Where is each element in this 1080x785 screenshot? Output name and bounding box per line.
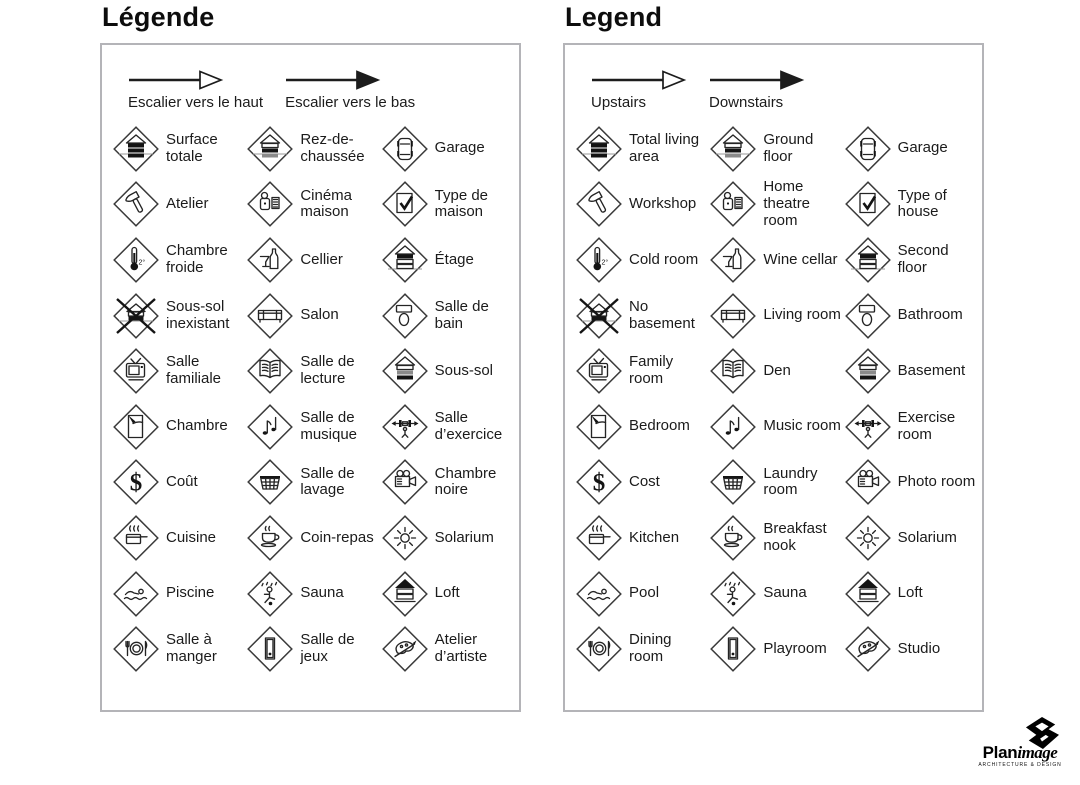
legend-item-label: Garage bbox=[434, 139, 485, 157]
downstairs-key bbox=[285, 69, 415, 111]
legend-item-label: Music room bbox=[763, 417, 841, 435]
stairs-down-arrow-icon bbox=[709, 69, 805, 91]
legend-item-label: Salle de lecture bbox=[300, 353, 355, 388]
legend-item bbox=[844, 125, 978, 173]
legend-item-label: Type of house bbox=[897, 186, 947, 221]
legend-item bbox=[709, 625, 843, 673]
second-floor-house-icon bbox=[381, 236, 429, 284]
stairs-up-arrow-icon bbox=[128, 69, 263, 91]
family-room-tv-icon bbox=[575, 347, 623, 395]
legend-item bbox=[844, 180, 978, 228]
garage-car-icon bbox=[844, 125, 892, 173]
legend-item bbox=[575, 570, 709, 618]
dining-plate-icon bbox=[112, 625, 160, 673]
legend-item-label: Loft bbox=[434, 584, 460, 602]
legend-item-label: Breakfast nook bbox=[763, 520, 827, 554]
downstairs-label: Escalier vers le bas bbox=[285, 94, 416, 111]
panel-title-french: Légende bbox=[102, 2, 215, 32]
wine-cellar-bottles-icon bbox=[246, 236, 294, 284]
legend-item-label: Cellier bbox=[300, 250, 343, 268]
workshop-hammer-icon bbox=[575, 180, 623, 228]
legend-item-label: Home theatre room bbox=[763, 178, 811, 229]
house-type-check-icon bbox=[381, 180, 429, 228]
legend-item bbox=[381, 403, 515, 451]
house-type-check-icon bbox=[844, 180, 892, 228]
legend-item bbox=[709, 292, 843, 340]
solarium-sun-icon bbox=[381, 514, 429, 562]
den-open-book-icon bbox=[709, 347, 757, 395]
panel-box-english bbox=[563, 43, 984, 712]
legend-item-label: Cinéma maison bbox=[300, 186, 353, 221]
cost-dollar-icon bbox=[575, 458, 623, 506]
panel-french bbox=[100, 0, 521, 712]
music-notes-icon bbox=[709, 403, 757, 451]
laundry-basket-icon bbox=[709, 458, 757, 506]
legend-item-label: Photo room bbox=[897, 472, 976, 490]
legend-item bbox=[575, 236, 709, 284]
ground-floor-house-icon bbox=[709, 125, 757, 173]
legend-item bbox=[709, 179, 843, 229]
no-basement-crossed-house-icon bbox=[575, 292, 623, 340]
legend-item bbox=[112, 236, 246, 284]
legend-item bbox=[709, 347, 843, 395]
legend-item-label: Salon bbox=[300, 306, 339, 324]
pool-swimmer-icon bbox=[112, 570, 160, 618]
legend-item bbox=[246, 180, 380, 228]
downstairs-label: Downstairs bbox=[709, 94, 784, 111]
legend-item bbox=[575, 347, 709, 395]
legend-item bbox=[709, 236, 843, 284]
legend-item bbox=[112, 403, 246, 451]
logo-plan-text: Plan bbox=[982, 743, 1018, 762]
legend-item-label: Type de maison bbox=[434, 186, 489, 221]
legend-item-label: No basement bbox=[629, 297, 695, 332]
legend-item bbox=[575, 292, 709, 340]
legend-item bbox=[246, 625, 380, 673]
legend-item bbox=[575, 125, 709, 173]
sauna-person-icon bbox=[246, 570, 294, 618]
legend-item-label: Coin-repas bbox=[300, 528, 374, 546]
legend-item bbox=[381, 180, 515, 228]
legend-item-label: Chambre noire bbox=[434, 464, 497, 499]
workshop-hammer-icon bbox=[112, 180, 160, 228]
living-room-sofa-icon bbox=[246, 292, 294, 340]
kitchen-pot-icon bbox=[575, 514, 623, 562]
legend-item bbox=[246, 125, 380, 173]
legend-item bbox=[246, 570, 380, 618]
legend-item-label: Cost bbox=[629, 472, 660, 490]
legend-item-label: Atelier d’artiste bbox=[434, 631, 488, 666]
basement-house-icon bbox=[844, 347, 892, 395]
logo-tagline: ARCHITECTURE & DESIGN bbox=[978, 762, 1062, 768]
legend-item bbox=[844, 625, 978, 673]
legend-item-label: Dining room bbox=[629, 631, 672, 666]
panel-english bbox=[563, 0, 984, 712]
basement-house-icon bbox=[381, 347, 429, 395]
legend-item bbox=[112, 458, 246, 506]
legend-item-label: Sous-sol bbox=[434, 361, 494, 379]
legend-item bbox=[709, 125, 843, 173]
playroom-pool-table-icon bbox=[246, 625, 294, 673]
legend-item bbox=[575, 403, 709, 451]
legend-item-label: Salle à manger bbox=[166, 631, 217, 666]
legend-item bbox=[112, 180, 246, 228]
bedroom-bed-icon bbox=[575, 403, 623, 451]
stairs-up-arrow-icon bbox=[591, 69, 687, 91]
legend-item bbox=[381, 292, 515, 340]
legend-item-label: Workshop bbox=[629, 194, 697, 212]
pool-swimmer-icon bbox=[575, 570, 623, 618]
legend-item-label: Laundry room bbox=[763, 464, 818, 499]
legend-item bbox=[246, 347, 380, 395]
legend-item bbox=[381, 625, 515, 673]
legend-item bbox=[844, 458, 978, 506]
total-living-area-house-icon bbox=[575, 125, 623, 173]
playroom-pool-table-icon bbox=[709, 625, 757, 673]
ground-floor-house-icon bbox=[246, 125, 294, 173]
legend-item-label: Salle de bain bbox=[434, 297, 489, 332]
legend-item bbox=[709, 514, 843, 562]
legend-item-label: Salle d’exercice bbox=[434, 408, 503, 443]
upstairs-label: Upstairs bbox=[591, 94, 647, 111]
downstairs-key bbox=[709, 69, 805, 111]
bedroom-bed-icon bbox=[112, 403, 160, 451]
legend-item-label: Chambre bbox=[166, 417, 228, 435]
legend-item-label: Étage bbox=[434, 250, 474, 268]
legend-item-label: Cuisine bbox=[166, 528, 217, 546]
legend-grid-french bbox=[102, 111, 519, 677]
legend-item-label: Exercise room bbox=[897, 408, 956, 443]
legend-item-label: Salle familiale bbox=[166, 353, 222, 388]
darkroom-camera-icon bbox=[381, 458, 429, 506]
legend-item bbox=[112, 347, 246, 395]
upstairs-key bbox=[591, 69, 687, 111]
cost-dollar-icon bbox=[112, 458, 160, 506]
home-theatre-projector-icon bbox=[246, 180, 294, 228]
legend-item bbox=[381, 125, 515, 173]
cold-room-thermometer-icon bbox=[112, 236, 160, 284]
legend-item bbox=[844, 292, 978, 340]
legend-item-label: Playroom bbox=[763, 639, 827, 657]
legend-item bbox=[381, 570, 515, 618]
legend-item bbox=[844, 347, 978, 395]
legend-item-label: Salle de jeux bbox=[300, 631, 355, 666]
legend-item bbox=[381, 347, 515, 395]
svg-text:2°: 2° bbox=[138, 259, 146, 267]
legend-item bbox=[246, 236, 380, 284]
garage-car-icon bbox=[381, 125, 429, 173]
studio-palette-icon bbox=[844, 625, 892, 673]
exercise-weights-icon bbox=[844, 403, 892, 451]
legend-item-label: Wine cellar bbox=[763, 250, 838, 268]
legend-item bbox=[575, 180, 709, 228]
legend-item-label: Kitchen bbox=[629, 528, 680, 546]
legend-item bbox=[575, 625, 709, 673]
no-basement-crossed-house-icon bbox=[112, 292, 160, 340]
legend-item-label: Salle de musique bbox=[300, 408, 358, 443]
music-notes-icon bbox=[246, 403, 294, 451]
second-floor-house-icon bbox=[844, 236, 892, 284]
legend-item-label: Sauna bbox=[300, 584, 344, 602]
legend-item-label: Solarium bbox=[897, 528, 957, 546]
legend-item bbox=[112, 292, 246, 340]
legend-item bbox=[844, 236, 978, 284]
logo-image-text: image bbox=[1017, 743, 1058, 762]
wine-cellar-bottles-icon bbox=[709, 236, 757, 284]
legend-item bbox=[575, 514, 709, 562]
svg-text:$: $ bbox=[592, 469, 606, 497]
legend-item-label: Chambre froide bbox=[166, 242, 228, 276]
panel-box-french bbox=[100, 43, 521, 712]
legend-item-label: Family room bbox=[629, 353, 674, 388]
legend-item-label: Den bbox=[763, 361, 791, 379]
legend-item bbox=[381, 236, 515, 284]
legend-item bbox=[246, 458, 380, 506]
stairs-down-arrow-icon bbox=[285, 69, 415, 91]
legend-item-label: Pool bbox=[629, 584, 660, 602]
legend-item bbox=[112, 570, 246, 618]
living-room-sofa-icon bbox=[709, 292, 757, 340]
loft-house-icon bbox=[844, 570, 892, 618]
legend-item bbox=[246, 514, 380, 562]
legend-item-label: Coût bbox=[166, 472, 198, 490]
legend-item bbox=[112, 125, 246, 173]
breakfast-cup-icon bbox=[246, 514, 294, 562]
legend-item bbox=[246, 403, 380, 451]
studio-palette-icon bbox=[381, 625, 429, 673]
bathroom-toilet-icon bbox=[381, 292, 429, 340]
stair-arrow-key-english bbox=[565, 45, 982, 111]
bathroom-toilet-icon bbox=[844, 292, 892, 340]
legend-item-label: Sous-sol inexistant bbox=[166, 297, 230, 332]
legend-item-label: Studio bbox=[897, 639, 941, 657]
legend-item-label: Second floor bbox=[897, 242, 949, 276]
legend-item-label: Sauna bbox=[763, 584, 807, 602]
legend-grid-english bbox=[565, 111, 982, 677]
family-room-tv-icon bbox=[112, 347, 160, 395]
cold-room-thermometer-icon bbox=[575, 236, 623, 284]
logo-wordmark bbox=[972, 744, 1068, 761]
home-theatre-projector-icon bbox=[709, 180, 757, 228]
legend-item-label: Bathroom bbox=[897, 306, 963, 324]
svg-text:$: $ bbox=[129, 469, 143, 497]
legend-item bbox=[844, 403, 978, 451]
breakfast-cup-icon bbox=[709, 514, 757, 562]
legend-item bbox=[844, 570, 978, 618]
legend-item bbox=[844, 514, 978, 562]
upstairs-key bbox=[128, 69, 263, 111]
legend-item bbox=[709, 403, 843, 451]
legend-item-label: Cold room bbox=[629, 250, 699, 268]
dining-plate-icon bbox=[575, 625, 623, 673]
legend-item-label: Salle de lavage bbox=[300, 464, 355, 499]
legend-item bbox=[709, 570, 843, 618]
darkroom-camera-icon bbox=[844, 458, 892, 506]
exercise-weights-icon bbox=[381, 403, 429, 451]
legend-item bbox=[112, 514, 246, 562]
legend-item bbox=[112, 625, 246, 673]
sauna-person-icon bbox=[709, 570, 757, 618]
svg-text:2°: 2° bbox=[601, 259, 609, 267]
legend-item-label: Atelier bbox=[166, 194, 209, 212]
legend-item-label: Loft bbox=[897, 584, 923, 602]
planimage-logo bbox=[972, 716, 1068, 768]
legend-item bbox=[381, 458, 515, 506]
legend-item bbox=[709, 458, 843, 506]
legend-item-label: Piscine bbox=[166, 584, 215, 602]
legend-item-label: Rez-de-chaussée bbox=[300, 131, 365, 165]
total-living-area-house-icon bbox=[112, 125, 160, 173]
stair-arrow-key-french bbox=[102, 45, 519, 111]
legend-item-label: Surface totale bbox=[166, 131, 218, 165]
legend-item bbox=[381, 514, 515, 562]
legend-item bbox=[575, 458, 709, 506]
legend-item-label: Total living area bbox=[629, 131, 700, 165]
upstairs-label: Escalier vers le haut bbox=[128, 94, 264, 111]
legend-item-label: Bedroom bbox=[629, 417, 690, 435]
loft-house-icon bbox=[381, 570, 429, 618]
kitchen-pot-icon bbox=[112, 514, 160, 562]
legend-item-label: Basement bbox=[897, 361, 966, 379]
panel-title-english: Legend bbox=[565, 2, 663, 32]
laundry-basket-icon bbox=[246, 458, 294, 506]
legend-item-label: Solarium bbox=[434, 528, 494, 546]
den-open-book-icon bbox=[246, 347, 294, 395]
solarium-sun-icon bbox=[844, 514, 892, 562]
legend-item bbox=[246, 292, 380, 340]
legend-item-label: Ground floor bbox=[763, 131, 814, 165]
legend-item-label: Garage bbox=[897, 139, 948, 157]
legend-item-label: Living room bbox=[763, 306, 841, 324]
